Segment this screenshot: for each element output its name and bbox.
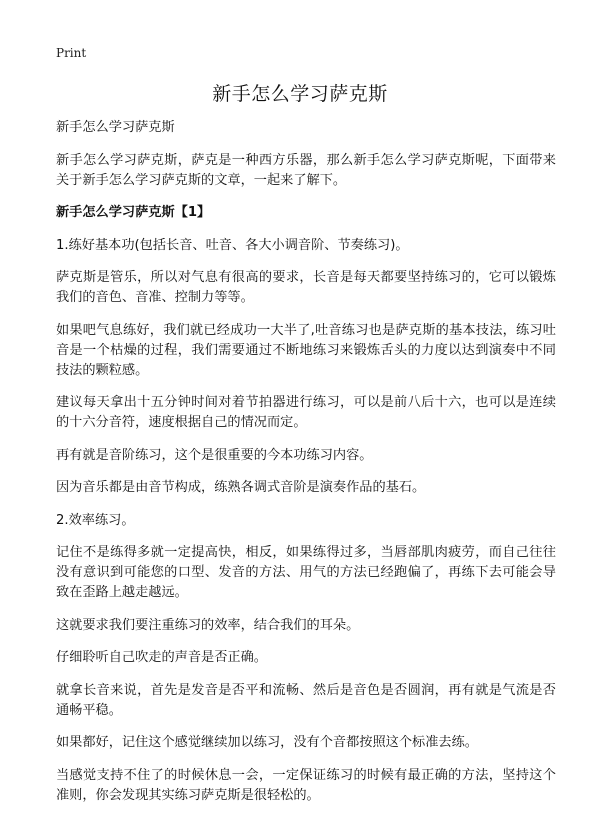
article-subtitle: 新手怎么学习萨克斯 <box>56 120 175 135</box>
paragraph-efficiency: 2.效率练习。 <box>56 512 135 528</box>
page-title: 新手怎么学习萨克斯 <box>212 83 388 105</box>
paragraph-basic-skills: 1.练好基本功(包括长音、吐音、各大小调音阶、节奏练习)。 <box>56 237 409 253</box>
paragraph: 再有就是音阶练习，这个是很重要的今本功练习内容。 <box>56 447 373 463</box>
paragraph: 当感觉支持不住了的时候休息一会，一定保证练习的时候有最正确的方法，坚持这个准则，你会发现其实练习萨克斯是很轻松的。 <box>56 767 556 803</box>
paragraph: 记住不是练得多就一定提高快，相反，如果练得过多，当唇部肌肉疲劳，而自己往往没有意识到可能您的口型、发音的方法、用气的方法已经跑偏了，再练下去可能会导致在歪路上越走越远。 <box>56 545 556 600</box>
paragraph: 就拿长音来说，首先是发音是否平和流畅、然后是音色是否圆润，再有就是气流是否通畅平稳。 <box>56 682 556 718</box>
paragraph: 如果都好，记住这个感觉继续加以练习，没有个音都按照这个标准去练。 <box>56 735 478 750</box>
section-heading: 新手怎么学习萨克斯【1】 <box>56 205 211 220</box>
paragraph: 如果吧气息练好，我们就已经成功一大半了,吐音练习也是萨克斯的基本技法，练习吐音是一个枯燥的过程，我们需要通过不断地练习来锻炼舌头的力度以达到演奏中不同技法的颗粒感。 <box>56 322 556 378</box>
paragraph: 仔细聆听自己吹走的声音是否正确。 <box>56 650 267 665</box>
paragraph: 因为音乐都是由音节构成，练熟各调式音阶是演奏作品的基石。 <box>56 480 426 495</box>
paragraph: 建议每天拿出十五分钟时间对着节拍器进行练习，可以是前八后十六，也可以是连续的十六分音符，速度根据自己的情况而定。 <box>56 395 556 430</box>
intro-paragraph: 新手怎么学习萨克斯，萨克是一种西方乐器，那么新手怎么学习萨克斯呢，下面带来关于新手怎么学习萨克斯的文章，一起来了解下。 <box>56 152 556 188</box>
print-link[interactable]: Print <box>56 46 87 60</box>
article-body <box>56 118 556 818</box>
paragraph: 这就要求我们要注重练习的效率，结合我们的耳朵。 <box>56 617 360 633</box>
paragraph: 萨克斯是管乐，所以对气息有很高的要求，长音是每天都要坚持练习的，它可以锻炼我们的音色、音准、控制力等等。 <box>56 270 556 305</box>
